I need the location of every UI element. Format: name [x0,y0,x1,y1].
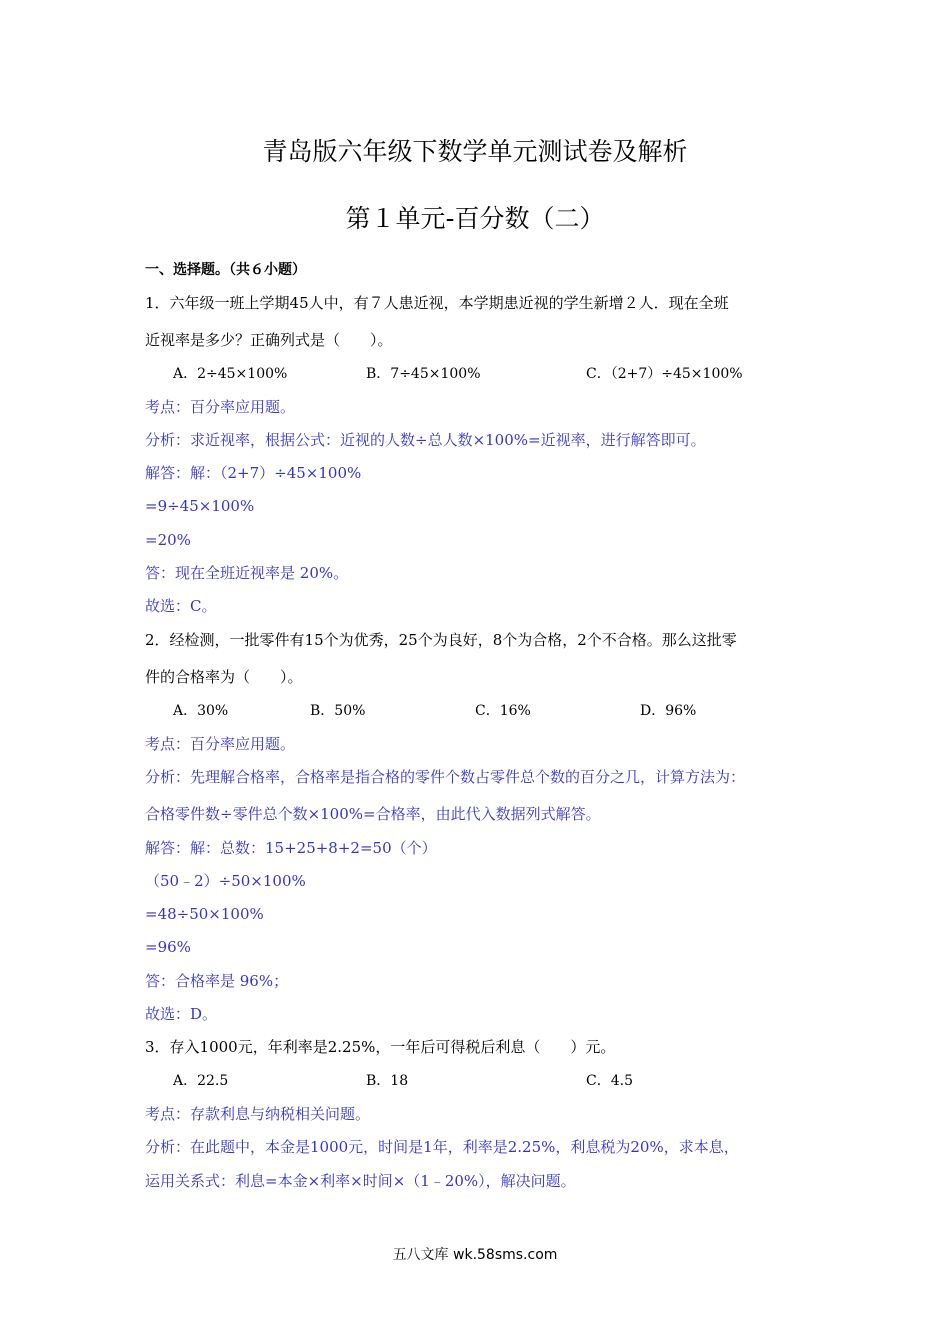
question-1-stem-line2: 近视率是多少？正确列式是（ ）。 [145,331,393,349]
question-1-stem-line1: 1．六年级一班上学期45人中，有７人患近视，本学期患近视的学生新增２人．现在全班 [145,294,729,312]
question-1-option-c: C．（2+7）÷45×100% [586,366,743,382]
question-3-analysis-line2: 运用关系式：利息=本金×利率×时间×（1﹣20%），解决问题。 [145,1172,576,1190]
question-1-analysis: 分析：求近视率，根据公式：近视的人数÷总人数×100%=近视率，进行解答即可。 [145,431,706,449]
question-2-option-b: B．50% [310,703,366,719]
question-1-solution-line3: =20% [145,531,191,549]
question-2-stem-line1: 2．经检测，一批零件有15个为优秀，25个为良好，8个为合格，2个不合格。那么这批零 [145,631,737,649]
question-1-knowledge-point: 考点：百分率应用题。 [145,398,296,416]
question-1-solution-line1: 解答：解：（2+7）÷45×100% [145,464,362,482]
question-2-option-c: C．16% [475,703,531,719]
section-heading: 一、选择题。（共６小题） [145,262,306,278]
question-2-solution-line2: （50﹣2）÷50×100% [145,872,306,890]
footer-watermark: 五八文库 wk.58sms.com [392,1247,558,1263]
question-3-option-b: B．18 [366,1073,409,1089]
question-2-option-d: D．96% [640,703,697,719]
question-3-analysis-line1: 分析：在此题中，本金是1000元，时间是1年，利率是2.25%，利息税为20%，求本息， [145,1138,739,1156]
question-3-knowledge-point: 考点：存款利息与纳税相关问题。 [145,1105,371,1123]
document-title: 青岛版六年级下数学单元测试卷及解析 [262,137,688,166]
question-2-solution-line3: =48÷50×100% [145,905,264,923]
question-1-solution-line2: =9÷45×100% [145,497,255,515]
question-2-analysis-line1: 分析：先理解合格率，合格率是指合格的零件个数占零件总个数的百分之几，计算方法为： [145,768,746,786]
question-2-choice: 故选：D。 [145,1005,218,1023]
question-2-knowledge-point: 考点：百分率应用题。 [145,735,296,753]
question-1-option-a: A．2÷45×100% [173,366,288,382]
question-2-solution-line1: 解答：解：总数：15+25+8+2=50（个） [145,839,437,857]
question-3-stem-line1: 3．存入1000元，年利率是2.25%，一年后可得税后利息（ ）元。 [145,1038,616,1056]
question-1-choice: 故选：C。 [145,597,217,615]
question-2-stem-line2: 件的合格率为（ ）。 [145,668,303,686]
question-1-answer: 答：现在全班近视率是 20%。 [145,564,349,582]
document-subtitle: 第１单元-百分数（二） [345,204,605,233]
question-1-option-b: B．7÷45×100% [366,366,481,382]
question-2-solution-line4: =96% [145,938,191,956]
question-2-answer: 答：合格率是 96%； [145,972,289,990]
question-3-option-a: A．22.5 [173,1073,229,1089]
question-2-option-a: A．30% [173,703,229,719]
question-3-option-c: C．4.5 [586,1073,633,1089]
question-2-analysis-line2: 合格零件数÷零件总个数×100%=合格率，由此代入数据列式解答。 [145,805,601,823]
